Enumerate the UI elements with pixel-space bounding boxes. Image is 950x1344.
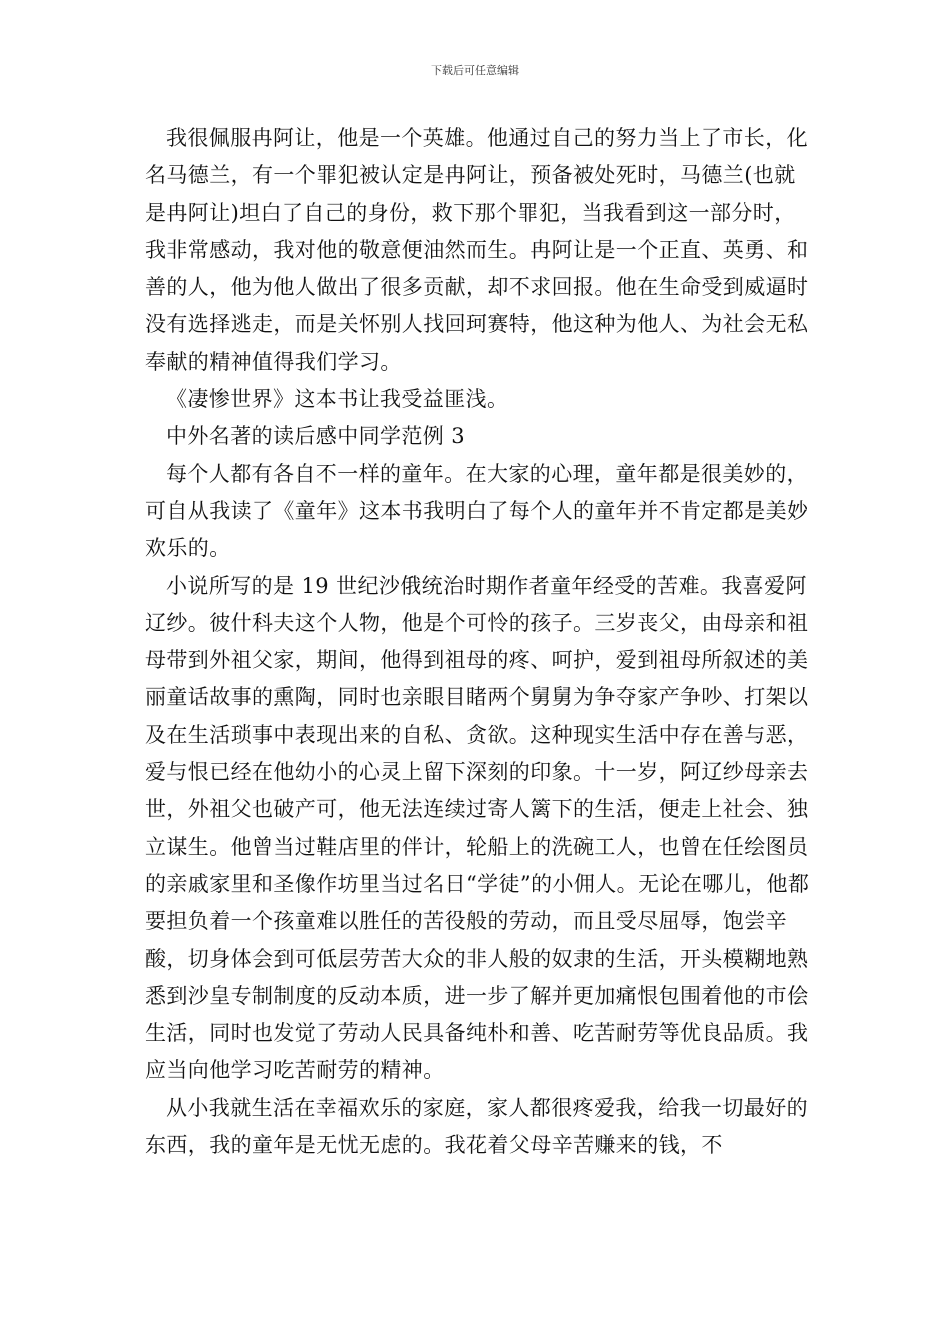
document-body: [145, 120, 815, 1164]
paragraph: 从小我就生活在幸福欢乐的家庭，家人都很疼爱我，给我一切最好的东西，我的童年是无忧无虑的。我花着父母辛苦赚来的钱，不: [145, 1095, 808, 1158]
page-header: 下载后可任意编辑: [431, 64, 519, 77]
section-heading: 中外名著的读后感中同学范例 3: [166, 424, 466, 449]
paragraph: 每个人都有各自不一样的童年。在大家的心理，童年都是很美妙的，可自从我读了《童年》这本书我明白了每个人的童年并不肯定都是美妙欢乐的。: [145, 461, 809, 561]
paragraph: 《凄惨世界》这本书让我受益匪浅。: [166, 387, 509, 412]
paragraph: 小说所写的是 19 世纪沙俄统治时期作者童年经受的苦难。我喜爱阿辽纱。彼什科夫这个人物，他是个可怜的孩子。三岁丧父，由母亲和祖母带到外祖父家，期间，他得到祖母的疼、呵护，爱到祖母所叙述的美丽童话故事的熏陶，同时也亲眼目睹两个舅舅为争夺家产争吵、打架以及在生活琐事中表现出来的自私、贪欲。这种现实生活中存在善与恶，爱与恨已经在他幼小的心灵上留下深刻的印象。十一岁，阿辽纱母亲去世，外祖父也破产可，他无法连续过寄人篱下的生活，便走上社会、独立谋生。他曾当过鞋店里的伴计，轮船上的洗碗工人，也曾在任绘图员的亲戚家里和圣像作坊里当过名日“学徒”的小佣人。无论在哪儿，他都要担负着一个孩童难以胜任的苦役般的劳动，而且受尽屈辱，饱尝辛酸，切身体会到可低层劳苦大众的非人般的奴隶的生活，开头模糊地熟悉到沙皇专制制度的反动本质，进一步了解并更加痛恨包围着他的市侩生活，同时也发觉了劳动人民具备纯朴和善、吃苦耐劳等优良品质。我应当向他学习吃苦耐劳的精神。: [145, 573, 810, 1083]
paragraph: 我很佩服冉阿让，他是一个英雄。他通过自己的努力当上了市长，化名马德兰，有一个罪犯被认定是冉阿让，预备被处死时，马德兰(也就是冉阿让)坦白了自己的身份，救下那个罪犯，当我看到这一部分时，我非常感动，我对他的敬意便油然而生。冉阿让是一个正直、英勇、和善的人，他为他人做出了很多贡献，却不求回报。他在生命受到威逼时没有选择逃走，而是关怀别人找回珂赛特，他这种为他人、为社会无私奉献的精神值得我们学习。: [145, 126, 809, 374]
